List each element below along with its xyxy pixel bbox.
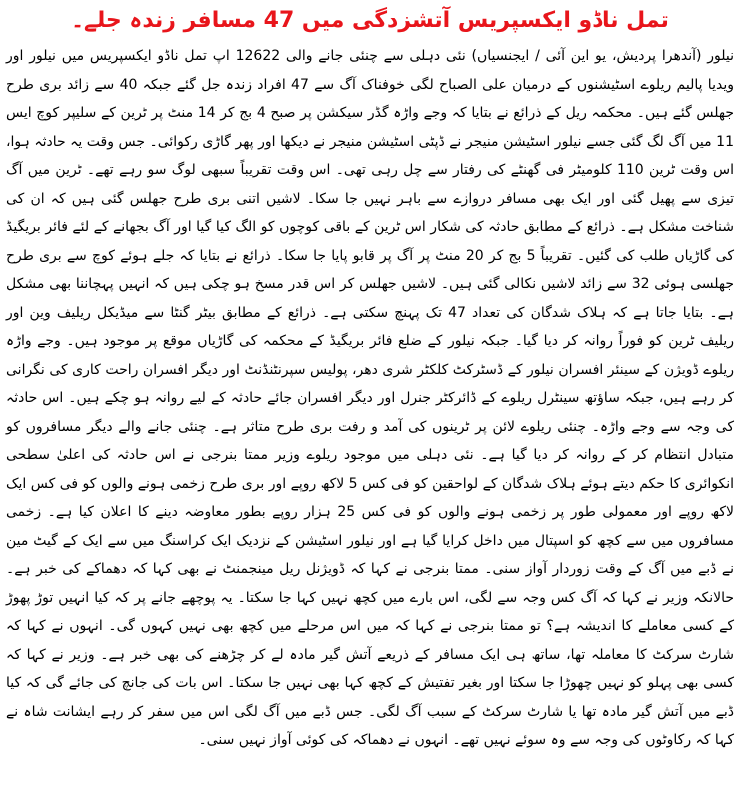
headline: تمل ناڈو ایکسپریس آتشزدگی میں 47 مسافر زندہ جلے۔ <box>71 8 669 33</box>
article-body: نیلور (آندھرا پردیش، یو این آئی / ایجنسیاں) نئی دہلی سے چنئی جانے والی 12622 اپ تمل ناڈو ایکسپریس میں نیلور اور ویدیا پالیم ریلوے اسٹیشنوں کے درمیان علی الصباح لگی خوفناک آگ سے 47 افراد زندہ جل گئے جبکہ 40 سے زائد بری طرح جھلس گئے ہیں۔ محکمہ ریل کے ذرائع نے بتایا کہ وجے واڑہ گڈر سیکشن پر صبح 4 بج کر 14 منٹ پر ٹرین کے سلیپر کوچ ایس 11 میں آگ لگ گئی جسے نیلور اسٹیشن منیجر نے ڈپٹی اسٹیشن منیجر نے دیکھا اور پھر گاڑی رکوائی۔ جس وقت یہ حادثہ ہوا، اس وقت ٹرین 110 کلومیٹر فی گھنٹے کی رفتار سے چل رہی تھی۔ اس وقت تقریباً سبھی لوگ سو رہے تھے۔ ٹرین میں آگ تیزی سے پھیل گئی اور ایک بھی مسافر دروازے سے باہر نہیں جا سکا۔ لاشیں اتنی بری طرح جھلس گئی ہیں کہ ان کی شناخت مشکل ہے۔ ذرائع کے مطابق حادثہ کی شکار اس ٹرین کے باقی کوچوں کو الگ کیا گیا اور آگ بجھانے کے لئے فائر بریگیڈ کی گاڑیاں طلب کی گئیں۔ تقریباً 5 بج کر 20 منٹ پر آگ پر قابو پایا جا سکا۔ ذرائع نے بتایا کہ جلے ہوئے کوچ سے بری طرح جھلسی ہوئی 32 سے زائد لاشیں نکالی گئی ہیں۔ لاشیں جھلس کر اس قدر مسخ ہو چکی ہیں کہ انہیں پہچاننا بھی مشکل ہے۔ بتایا جاتا ہے کہ ہلاک شدگان کی تعداد 47 تک پہنچ سکتی ہے۔ ذرائع کے مطابق بیٹر گنٹا سے میڈیکل ریلیف وین اور ریلیف ٹرین کو فوراً روانہ کر دیا گیا۔ جبکہ نیلور کے ضلع فائر بریگیڈ کے محکمہ کی گاڑیاں موقع پر موجود ہیں۔ وجے واڑہ ریلوے ڈویژن کے سینئر افسران نیلور کے ڈسٹرکٹ کلکٹر شری دھر، پولیس سپرنٹنڈنٹ اور دیگر افسران راحت کاری کی نگرانی کر رہے ہیں، جبکہ ساؤتھ سینٹرل ریلوے کے ڈائرکٹر جنرل اور دیگر افسران جائے حادثہ کے لیے روانہ ہو چکے ہیں۔ اس حادثہ کی وجہ سے وجے واڑہ۔ چنئی ریلوے لائن پر ٹرینوں کی آمد و رفت بری طرح متاثر ہے۔ چنئی جانے والے دیگر مسافروں کو متبادل انتظام کر کے روانہ کر دیا گیا ہے۔ نئی دہلی میں موجود ریلوے وزیر ممتا بنرجی نے اس حادثہ کی اعلیٰ سطحی انکوائری کا حکم دیتے ہوئے ہلاک شدگان کے لواحقین کو فی کس 5 لاکھ روپے اور بری طرح زخمی ہونے والوں کو فی کس ایک لاکھ روپے اور معمولی طور پر زخمی ہونے والوں کو فی کس 25 ہزار روپے بطور معاوضہ دینے کا اعلان کیا ہے۔ زخمی مسافروں میں سے کچھ کو اسپتال میں داخل کرایا گیا ہے اور نیلور اسٹیشن کے نزدیک ایک کراسنگ میں سے ایک کے گیٹ مین نے ڈبے میں آگ کے وقت زوردار آواز سنی۔ ممتا بنرجی نے کہا کہ ڈویژنل ریل مینجمنٹ نے بھی کہا کہ دھماکے کی خبر ہے۔ حالانکہ وزیر نے کہا کہ آگ کس وجہ سے لگی، اس بارے میں کچھ نہیں کہا جا سکتا۔ یہ پوچھے جانے پر کہ کیا انہیں توڑ پھوڑ کے کسی معاملے کا اندیشہ ہے؟ تو ممتا بنرجی نے کہا کہ میں اس مرحلے میں کچھ بھی نہیں کہوں گی۔ انہوں نے کہا کہ شارٹ سرکٹ کا معاملہ تھا، ساتھ ہی ایک مسافر کے ذریعے آتش گیر مادہ لے کر چڑھنے کی بھی خبر ہے۔ وزیر نے کہا کہ کسی بھی پہلو کو نہیں چھوڑا جا سکتا اور بغیر تفتیش کے کچھ کہا بھی نہیں جا سکتا۔ اس بات کی جانچ کی جائے گی کہ کیا ڈبے میں آتش گیر مادہ تھا یا شارٹ سرکٹ کے سبب آگ لگی۔ جس ڈبے میں آگ لگی اس میں سفر کر رہے ایشانت شاہ نے کہا کہ رکاوٹوں کی وجہ سے وہ سوئے نہیں تھے۔ انہوں نے دھماکہ کی کوئی آواز نہیں سنی۔ <box>6 48 735 748</box>
